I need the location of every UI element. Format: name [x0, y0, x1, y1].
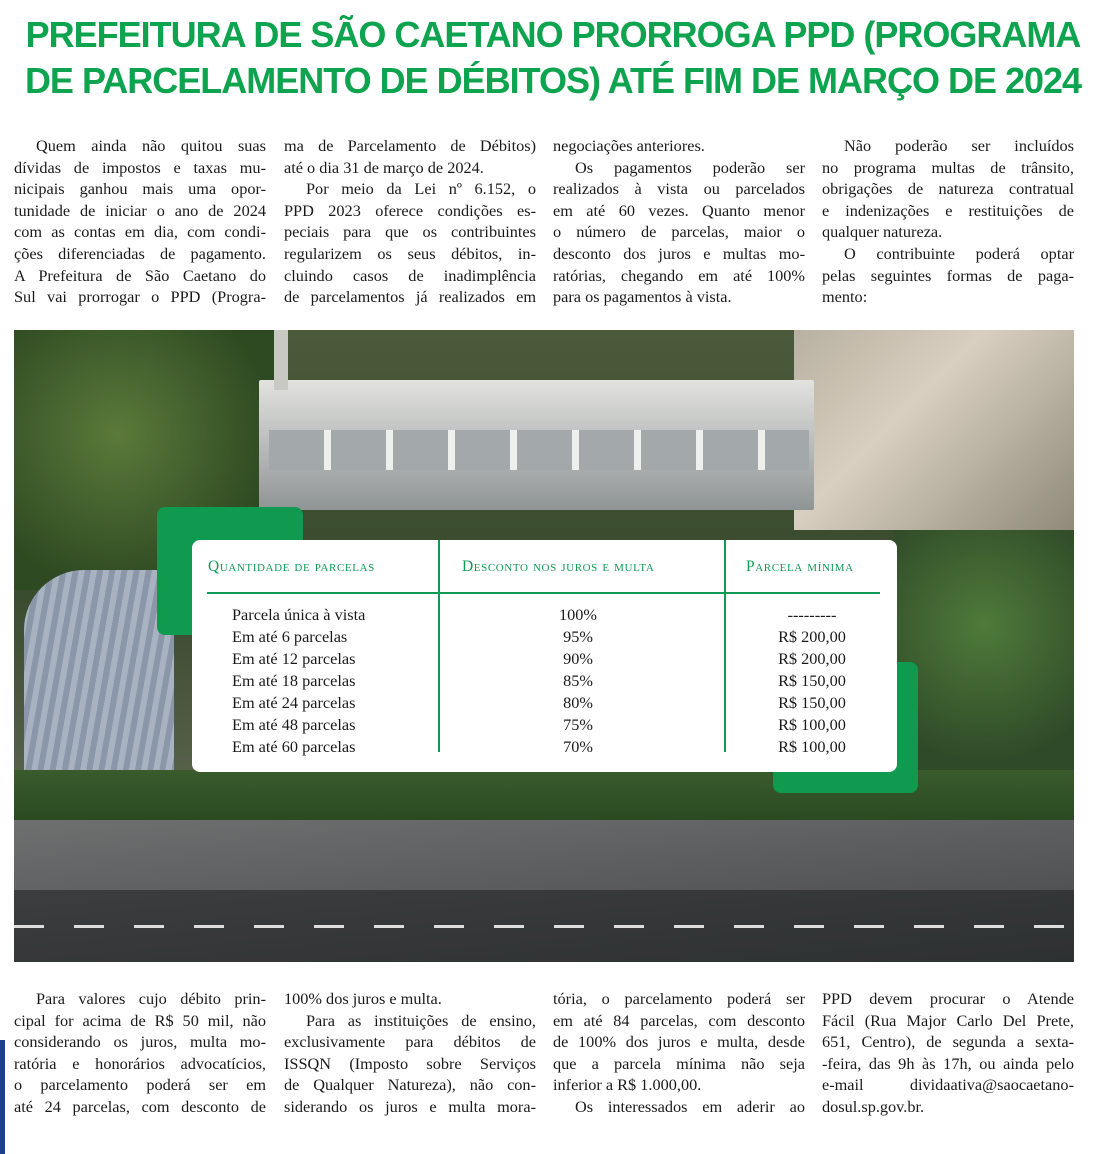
row-discount: 90%: [563, 649, 593, 668]
text-line: PPD 2023 oferece condições es-: [284, 200, 536, 220]
text-line: ma de Parcelamento de Débitos): [284, 136, 536, 155]
text-line: Não poderão ser incluídos: [844, 136, 1074, 155]
text-column: [553, 135, 805, 308]
headline-line-1: [0, 12, 1106, 58]
text-line: Por meio da Lei nº 6.152, o: [306, 179, 536, 199]
text-line: negociações anteriores.: [553, 136, 705, 155]
paragraph: [553, 988, 805, 1096]
text-column: [553, 988, 805, 1118]
header-quantity: Quantidade de parcelas: [208, 558, 375, 575]
text-column: [14, 135, 266, 308]
row-minimum: R$ 150,00: [778, 693, 846, 712]
row-quantity: Em até 48 parcelas: [232, 715, 356, 734]
text-line: ções diferenciadas de pagamento.: [14, 243, 266, 263]
text-line: tunidade de iniciar o ano de 2024: [14, 200, 266, 220]
text-line: O contribuinte poderá optar: [844, 243, 1074, 263]
text-line: Para valores cujo débito prin-: [36, 989, 266, 1008]
text-line: em até 84 parcelas, com desconto: [553, 1010, 805, 1030]
text-line: realizados à vista ou parcelados: [553, 179, 805, 199]
row-discount: 75%: [563, 715, 593, 734]
text-line: de 100% dos juros e multa, desde: [553, 1032, 805, 1052]
text-line: inferior a R$ 1.000,00.: [553, 1075, 702, 1095]
paragraph: [822, 243, 1074, 308]
row-minimum: R$ 100,00: [778, 737, 846, 756]
text-line: exclusivamente para débitos de: [284, 1032, 536, 1052]
text-line: considerando os juros, multa mo-: [14, 1032, 266, 1052]
paragraph: [14, 135, 266, 308]
row-discount: 95%: [563, 627, 593, 646]
row-quantity: Parcela única à vista: [232, 605, 366, 624]
text-line: regularizem os seus débitos, in-: [284, 243, 536, 263]
headline-text: PREFEITURA DE SÃO CAETANO PRORROGA PPD (PROGRAMA: [25, 14, 1081, 55]
header-divider: [207, 592, 880, 594]
paragraph: [553, 135, 805, 157]
column-divider: [438, 540, 440, 752]
text-line: de Qualquer Natureza), não con-: [284, 1075, 536, 1095]
text-line: de parcelamentos já realizados em: [284, 287, 536, 307]
paragraph: [284, 1010, 536, 1118]
text-line: Os pagamentos poderão ser: [575, 157, 805, 177]
text-column: [822, 135, 1074, 308]
text-line: e indenizações e restituições de: [822, 200, 1074, 220]
text-line: o parcelamento poderá ser em: [14, 1075, 266, 1095]
text-line: o número de parcelas, maior o: [553, 222, 805, 242]
text-line: -feira, das 9h às 17h, ou ainda pelo: [822, 1053, 1074, 1073]
row-minimum: R$ 200,00: [778, 627, 846, 646]
text-line: até o dia 31 de março de 2024.: [284, 157, 484, 177]
text-line: até 24 parcelas, com desconto de: [14, 1096, 266, 1116]
text-line: siderando os juros e multa mora-: [284, 1096, 536, 1116]
text-line: ISSQN (Imposto sobre Serviços: [284, 1053, 536, 1073]
text-line: dosul.sp.gov.br.: [822, 1096, 925, 1116]
text-line: mento:: [822, 287, 868, 307]
text-line: Sul vai prorrogar o PPD (Progra-: [14, 287, 266, 307]
row-discount: 85%: [563, 671, 593, 690]
headline-line-2: [0, 58, 1106, 104]
text-column: [14, 988, 266, 1118]
paragraph: [822, 988, 1074, 1118]
text-line: Os interessados em aderir ao: [575, 1096, 805, 1116]
text-line: com as contas em dia, com condi-: [14, 222, 266, 242]
text-line: no programa multas de trânsito,: [822, 157, 1074, 177]
text-line: cluindo casos de inadimplência: [284, 265, 536, 285]
text-line: nicipais ganhou mais uma opor-: [14, 179, 266, 199]
paragraph: [553, 157, 805, 308]
paragraph: [284, 988, 536, 1010]
paragraph: [284, 178, 536, 308]
text-line: 651, Centro), de segunda a sexta-: [822, 1032, 1074, 1052]
row-quantity: Em até 24 parcelas: [232, 693, 356, 712]
text-column: [822, 988, 1074, 1118]
text-line: para os pagamentos à vista.: [553, 287, 732, 307]
row-quantity: Em até 6 parcelas: [232, 627, 348, 646]
text-line: ratórias, chegando em até 100%: [553, 265, 805, 285]
row-minimum: R$ 150,00: [778, 671, 846, 690]
text-line: tória, o parcelamento poderá ser: [553, 989, 805, 1008]
text-line: Fácil (Rua Major Carlo Del Prete,: [822, 1010, 1074, 1030]
paragraph: [553, 1096, 805, 1118]
row-quantity: Em até 12 parcelas: [232, 649, 356, 668]
text-line: qualquer natureza.: [822, 222, 943, 242]
row-discount: 80%: [563, 693, 593, 712]
text-line: ratória e honorários advocatícios,: [14, 1053, 266, 1073]
paragraph: [284, 135, 536, 178]
row-minimum: R$ 200,00: [778, 649, 846, 668]
text-line: que a parcela mínima não seja: [553, 1053, 805, 1073]
text-line: cipal for acima de R$ 50 mil, não: [14, 1010, 266, 1030]
installments-table: [192, 540, 897, 772]
text-line: desconto dos juros e multas mo-: [553, 243, 805, 263]
text-line: PPD devem procurar o Atende: [822, 989, 1074, 1008]
text-line: peciais para que os contribuintes: [284, 222, 536, 242]
header-discount: Desconto nos juros e multa: [462, 558, 655, 575]
text-line: A Prefeitura de São Caetano do: [14, 265, 266, 285]
text-line: Para as instituições de ensino,: [306, 1010, 536, 1030]
text-column: [284, 135, 536, 308]
paragraph: [822, 135, 1074, 243]
page-side-bar: [0, 1040, 5, 1154]
row-minimum: R$ 100,00: [778, 715, 846, 734]
row-quantity: Em até 18 parcelas: [232, 671, 356, 690]
text-line: dívidas de impostos e taxas mu-: [14, 157, 266, 177]
text-line: 100% dos juros e multa.: [284, 989, 442, 1008]
text-line: pelas seguintes formas de paga-: [822, 265, 1074, 285]
text-line: e-mail dividaativa@saocaetano-: [822, 1075, 1074, 1095]
text-line: em até 60 vezes. Quanto menor: [553, 200, 805, 220]
headline-text: DE PARCELAMENTO DE DÉBITOS) ATÉ FIM DE MARÇO DE 2024: [24, 60, 1082, 101]
row-minimum: ---------: [787, 605, 837, 624]
text-column: [284, 988, 536, 1118]
row-discount: 100%: [559, 605, 597, 624]
row-quantity: Em até 60 parcelas: [232, 737, 356, 756]
text-line: Quem ainda não quitou suas: [36, 136, 266, 155]
paragraph: [14, 988, 266, 1118]
row-discount: 70%: [563, 737, 593, 756]
text-line: obrigações de natureza contratual: [822, 179, 1074, 199]
header-minimum: Parcela mínima: [746, 558, 854, 575]
